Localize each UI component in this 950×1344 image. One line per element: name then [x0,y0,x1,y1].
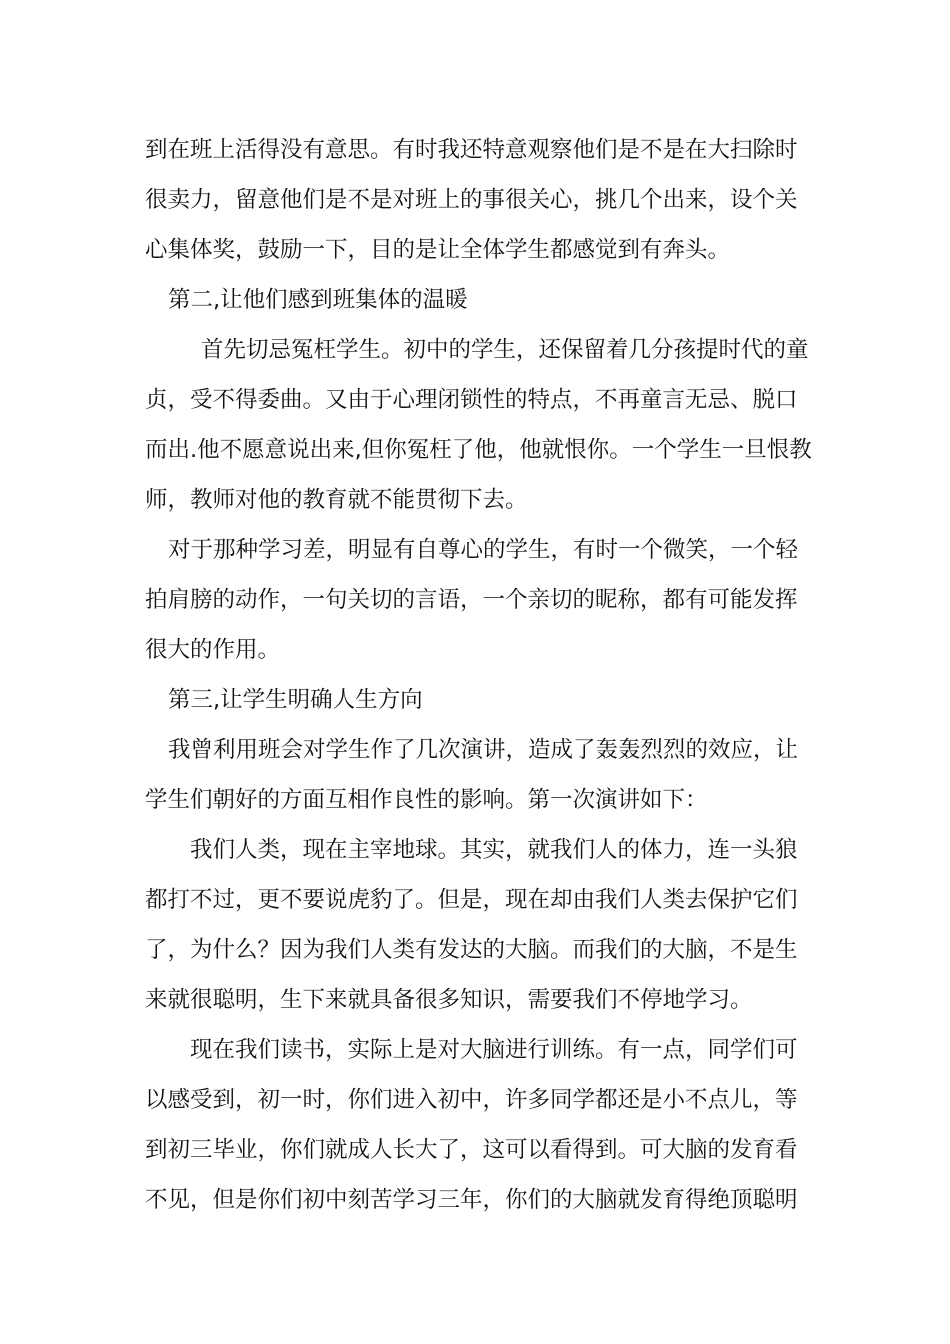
text-line: 到在班上活得没有意思。有时我还特意观察他们是不是在大扫除时 [145,137,798,163]
text-line: 学生们朝好的方面互相作良性的影响。第一次演讲如下： [145,787,708,813]
text-line: 很大的作用。 [145,637,281,663]
text-line: 我曾利用班会对学生作了几次演讲，造成了轰轰烈烈的效应，让 [168,737,799,763]
text-line: 现在我们读书，实际上是对大脑进行训练。有一点，同学们可 [190,1037,798,1063]
text-line: 贞，受不得委曲。又由于心理闭锁性的特点，不再童言无忌、脱口 [145,387,798,413]
text-line: 心集体奖，鼓励一下，目的是让全体学生都感觉到有奔头。 [145,237,731,263]
text-line: 到初三毕业，你们就成人长大了，这可以看得到。可大脑的发育看 [145,1137,798,1163]
section-heading: 第二,让他们感到班集体的温暖 [168,287,468,313]
section-heading: 第三,让学生明确人生方向 [168,687,423,713]
text-line: 我们人类，现在主宰地球。其实，就我们人的体力，连一头狼 [190,837,798,863]
text-line: 都打不过，更不要说虎豹了。但是，现在却由我们人类去保护它们 [145,887,798,913]
text-line: 很卖力，留意他们是不是对班上的事很关心，挑几个出来，设个关 [145,187,798,213]
text-line: 拍肩膀的动作，一句关切的言语，一个亲切的昵称，都有可能发挥 [145,587,798,613]
text-line: 而出.他不愿意说出来,但你冤枉了他，他就恨你。一个学生一旦恨教 [145,437,812,463]
text-line: 了，为什么？因为我们人类有发达的大脑。而我们的大脑，不是生 [145,937,798,963]
text-line: 师，教师对他的教育就不能贯彻下去。 [145,487,528,513]
text-line: 不见，但是你们初中刻苦学习三年，你们的大脑就发育得绝顶聪明 [145,1187,798,1213]
text-line: 对于那种学习差，明显有自尊心的学生，有时一个微笑，一个轻 [168,537,799,563]
text-line: 来就很聪明，生下来就具备很多知识，需要我们不停地学习。 [145,987,753,1013]
text-line: 以感受到，初一时，你们进入初中，许多同学都还是小不点儿，等 [145,1087,798,1113]
text-line: 首先切忌冤枉学生。初中的学生，还保留着几分孩提时代的童 [201,337,809,363]
